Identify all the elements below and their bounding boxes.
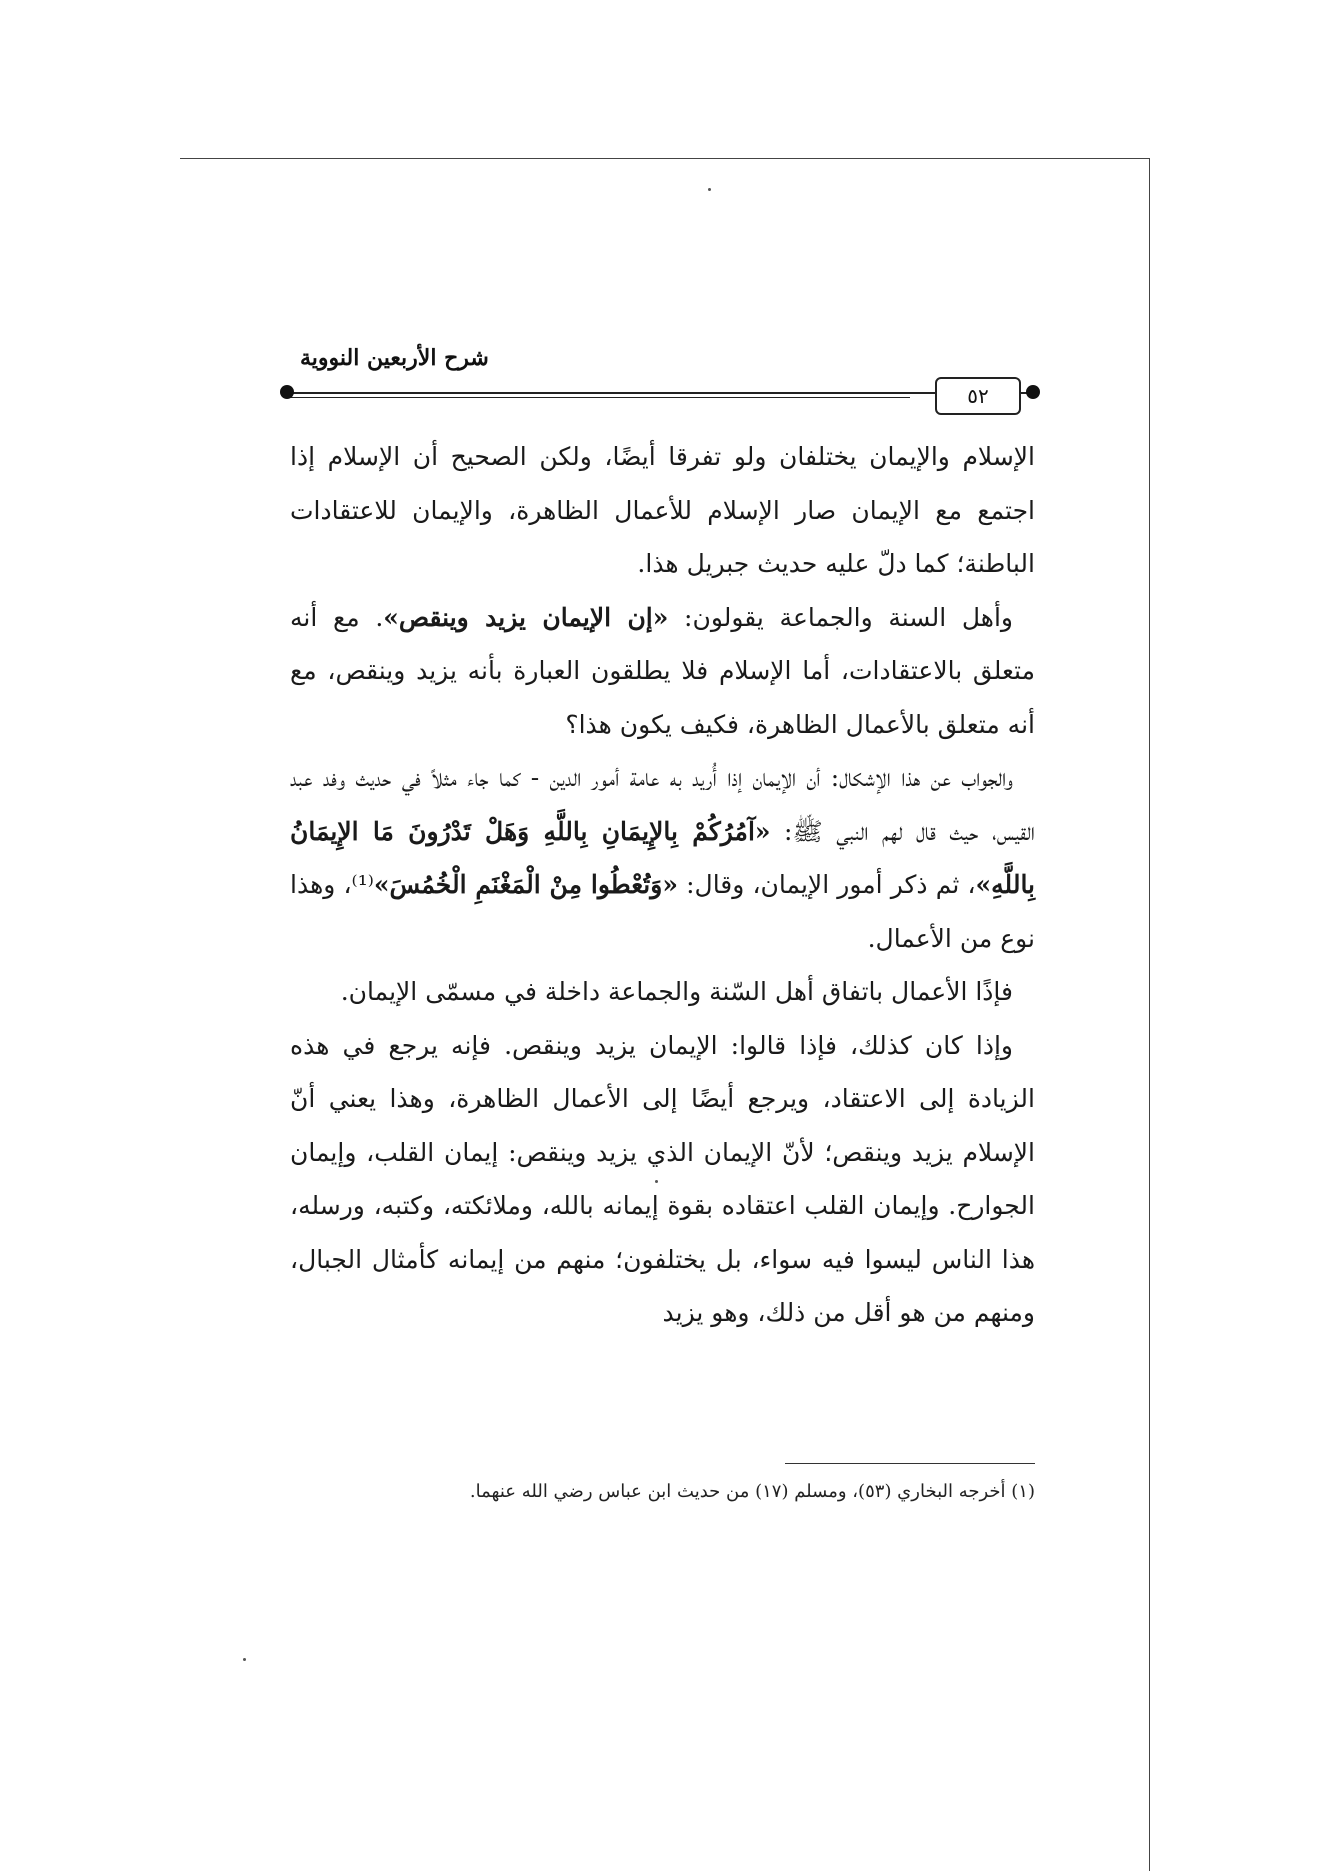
quoted-text: «إن الإيمان يزيد وينقص» [383,602,669,632]
footnote: (١) أخرجه البخاري (٥٣)، ومسلم (١٧) من حديث ابن عباس رضي الله عنهما. [469,1481,1035,1502]
header-rule [290,392,1030,394]
header-dot-right-ornament [1026,385,1040,399]
paragraph [290,965,1035,1019]
scan-speck [243,1658,246,1661]
text-run: ، وهذا نوع من الأعمال. [290,870,1035,953]
paragraph [290,751,1035,965]
text-run: ، ثم ذكر أمور الإيمان، وقال: [677,870,976,899]
paragraph [290,430,1035,591]
text-run: والجواب عن هذا الإشكال: أن الإيمان إذا أُريد به عامة أمور الدين - كما جاء مثلاً في حديث وفد عبد القيس، حيث قال لهم النبي ﷺ: [290,763,1035,846]
text-run: الإسلام والإيمان يختلفان ولو تفرقا أيضًا، ولكن الصحيح أن الإسلام إذا اجتمع مع الإيمان صار الإسلام للأعمال الظاهرة، والإيمان للاعتقادات الباطنة؛ كما دلّ عليه حديث جبريل هذا. [290,442,1035,578]
text-run: وأهل السنة والجماعة يقولون: [668,602,1013,632]
paragraph [290,591,1035,752]
text-run: وإذا كان كذلك، فإذا قالوا: الإيمان يزيد وينقص. فإنه يرجع في هذه الزيادة إلى الاعتقاد، ويرجع أيضًا إلى الأعمال الظاهرة، وهذا يعني أنّ الإسلام يزيد وينقص؛ لأنّ الإيمان الذي يزيد وينقص: إيمان القلب، وإيمان الجوارح. وإيمان القلب اعتقاده بقوة إيمانه بالله، وملائكته، وكتبه، ورسله، هذا الناس ليسوا فيه سواء، بل يختلفون؛ منهم من إيمانه كأمثال الجبال، ومنهم من هو أقل من ذلك، وهو يزيد [290,1030,1035,1327]
scan-speck [708,188,711,191]
page-frame-right-border [1149,158,1150,1871]
footnote-separator [785,1463,1035,1464]
scan-speck [655,1180,658,1183]
text-run: ⁽¹⁾ [351,870,374,899]
page-number: ٥٢ [935,377,1021,415]
header-rule-secondary [290,397,910,398]
body-text [290,430,1035,1340]
header-dot-left-ornament [280,385,294,399]
quoted-text: «آمُرُكُمْ بِالإِيمَانِ بِاللَّهِ وَهَلْ تَدْرُونَ مَا الإِيمَانُ بِاللَّهِ» [290,816,1036,899]
running-title: شرح الأربعين النووية [300,345,489,371]
page-frame-top-border [180,158,1150,159]
text-run: . مع أنه متعلق بالاعتقادات، أما الإسلام فلا يطلقون العبارة بأنه يزيد وينقص، مع أنه متعلق بالأعمال الظاهرة، فكيف يكون هذا؟ [290,602,1035,739]
paragraph [290,1019,1035,1340]
page-header [280,345,1040,415]
text-run: فإذًا الأعمال باتفاق أهل السّنة والجماعة داخلة في مسمّى الإيمان. [340,977,1013,1006]
quoted-text: «وَتُعْطُوا مِنْ الْمَغْنَمِ الْخُمُسَ» [373,870,678,899]
